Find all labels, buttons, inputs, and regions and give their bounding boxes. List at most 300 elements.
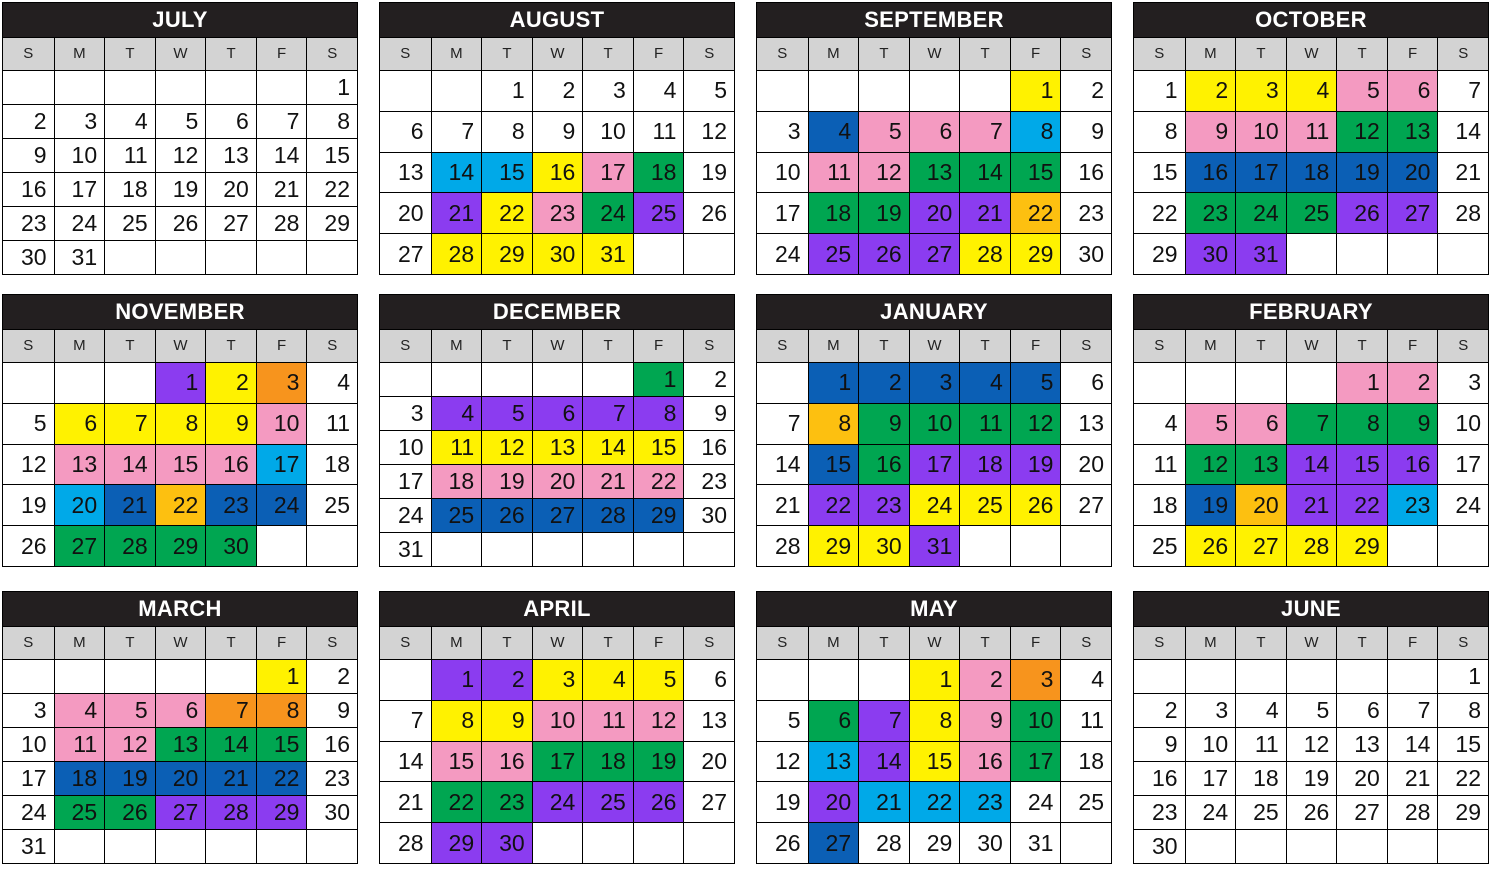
day-cell: 5 (1286, 693, 1337, 727)
day-cell: 14 (582, 430, 633, 464)
weekday-label: W (532, 330, 583, 362)
empty-cell (683, 532, 734, 566)
day-cell: 2 (959, 659, 1010, 700)
day-cell: 15 (1010, 152, 1061, 193)
weekday-label: T (205, 627, 256, 659)
weekday-label: S (1060, 627, 1111, 659)
day-cell: 11 (582, 700, 633, 741)
empty-cell (757, 70, 808, 111)
day-cell: 1 (1437, 659, 1488, 693)
empty-cell (155, 829, 206, 863)
month-may (756, 591, 1112, 864)
weekday-label: W (909, 330, 960, 362)
empty-cell (959, 70, 1010, 111)
day-cell: 13 (808, 741, 859, 782)
empty-cell (1437, 525, 1488, 566)
month-april (379, 591, 735, 864)
day-cell: 10 (1010, 700, 1061, 741)
day-cell: 30 (858, 525, 909, 566)
day-cell: 2 (1134, 693, 1185, 727)
day-cell: 23 (959, 781, 1010, 822)
day-cell: 16 (683, 430, 734, 464)
day-cell: 6 (909, 111, 960, 152)
empty-cell (1235, 829, 1286, 863)
day-cell: 26 (1185, 525, 1236, 566)
day-grid (757, 362, 1111, 566)
weekday-header (380, 329, 734, 362)
day-cell: 10 (1235, 111, 1286, 152)
weekday-label: M (1185, 38, 1236, 70)
weekday-header (757, 626, 1111, 659)
weekday-label: F (633, 627, 684, 659)
day-cell: 26 (104, 795, 155, 829)
day-cell: 11 (431, 430, 482, 464)
day-grid (380, 70, 734, 274)
day-cell: 25 (959, 484, 1010, 525)
weekday-label: S (23, 45, 34, 62)
empty-cell (808, 659, 859, 700)
day-cell: 21 (104, 484, 155, 525)
weekday-label: S (683, 330, 734, 362)
weekday-label: T (104, 38, 155, 70)
empty-cell (431, 70, 482, 111)
day-cell: 12 (633, 700, 684, 741)
empty-cell (104, 362, 155, 403)
day-cell: 9 (205, 403, 256, 444)
day-cell: 27 (1336, 795, 1387, 829)
empty-cell (1185, 829, 1236, 863)
day-cell: 23 (1185, 192, 1236, 233)
weekday-label: M (431, 330, 482, 362)
empty-cell (633, 532, 684, 566)
empty-cell (582, 822, 633, 863)
empty-cell (1336, 233, 1387, 274)
day-cell: 28 (1286, 525, 1337, 566)
day-cell: 5 (1010, 362, 1061, 403)
empty-cell (757, 362, 808, 403)
day-cell: 30 (481, 822, 532, 863)
day-cell: 17 (54, 172, 105, 206)
day-cell: 28 (959, 233, 1010, 274)
weekday-label: T (582, 330, 633, 362)
day-cell: 12 (155, 138, 206, 172)
day-cell: 8 (1336, 403, 1387, 444)
day-cell: 19 (757, 781, 808, 822)
day-cell: 29 (909, 822, 960, 863)
weekday-label: W (909, 627, 960, 659)
weekday-label: F (256, 627, 307, 659)
day-cell: 15 (909, 741, 960, 782)
day-cell: 24 (582, 192, 633, 233)
empty-cell (481, 532, 532, 566)
day-cell: 7 (858, 700, 909, 741)
day-cell: 10 (380, 430, 431, 464)
day-cell: 24 (380, 498, 431, 532)
month-august (379, 2, 735, 275)
day-cell: 9 (306, 693, 357, 727)
day-cell: 20 (1336, 761, 1387, 795)
empty-cell (1010, 525, 1061, 566)
day-cell: 1 (155, 362, 206, 403)
day-cell: 26 (757, 822, 808, 863)
empty-cell (1060, 525, 1111, 566)
day-cell: 17 (909, 444, 960, 485)
day-cell: 22 (256, 761, 307, 795)
day-cell: 1 (1336, 362, 1387, 403)
day-cell: 20 (1235, 484, 1286, 525)
day-cell: 13 (683, 700, 734, 741)
month-title: NOVEMBER (3, 295, 357, 329)
day-cell: 4 (1286, 70, 1337, 111)
day-cell: 24 (1235, 192, 1286, 233)
weekday-label: F (1010, 627, 1061, 659)
day-cell: 14 (757, 444, 808, 485)
empty-cell (1185, 659, 1236, 693)
empty-cell (757, 659, 808, 700)
empty-cell (1286, 829, 1337, 863)
day-grid (380, 659, 734, 863)
day-cell: 19 (683, 152, 734, 193)
empty-cell (54, 659, 105, 693)
day-cell: 9 (1185, 111, 1236, 152)
day-cell: 5 (1185, 403, 1236, 444)
day-cell: 24 (256, 484, 307, 525)
day-cell: 3 (256, 362, 307, 403)
day-cell: 25 (582, 781, 633, 822)
month-title: AUGUST (380, 3, 734, 37)
day-cell: 1 (481, 70, 532, 111)
empty-cell (155, 240, 206, 274)
weekday-label: F (1387, 38, 1438, 70)
day-cell: 30 (205, 525, 256, 566)
day-cell: 25 (1235, 795, 1286, 829)
day-cell: 16 (1134, 761, 1185, 795)
month-july (2, 2, 358, 275)
empty-cell (3, 659, 54, 693)
weekday-label: S (777, 45, 788, 62)
day-cell: 10 (757, 152, 808, 193)
day-cell: 26 (1286, 795, 1337, 829)
empty-cell (380, 362, 431, 396)
day-cell: 30 (3, 240, 54, 274)
day-cell: 25 (1060, 781, 1111, 822)
weekday-header (3, 329, 357, 362)
empty-cell (1387, 829, 1438, 863)
weekday-label: F (256, 38, 307, 70)
day-cell: 9 (1060, 111, 1111, 152)
day-cell: 31 (54, 240, 105, 274)
day-cell: 15 (808, 444, 859, 485)
day-cell: 8 (1134, 111, 1185, 152)
weekday-label: T (1336, 38, 1387, 70)
day-cell: 18 (1235, 761, 1286, 795)
day-cell: 2 (3, 104, 54, 138)
day-cell: 12 (104, 727, 155, 761)
day-cell: 14 (1387, 727, 1438, 761)
day-cell: 5 (683, 70, 734, 111)
weekday-header (757, 329, 1111, 362)
day-cell: 29 (306, 206, 357, 240)
day-cell: 1 (306, 70, 357, 104)
weekday-label: S (400, 634, 411, 651)
weekday-label: T (1336, 627, 1387, 659)
empty-cell (683, 822, 734, 863)
month-title: FEBRUARY (1134, 295, 1488, 329)
day-cell: 16 (3, 172, 54, 206)
day-cell: 16 (1185, 152, 1236, 193)
day-cell: 22 (633, 464, 684, 498)
day-cell: 1 (1134, 70, 1185, 111)
day-cell: 30 (959, 822, 1010, 863)
empty-cell (431, 362, 482, 396)
weekday-label: T (205, 38, 256, 70)
day-cell: 16 (205, 444, 256, 485)
day-cell: 19 (481, 464, 532, 498)
weekday-label: W (1286, 38, 1337, 70)
weekday-label: W (155, 627, 206, 659)
day-cell: 17 (1437, 444, 1488, 485)
day-cell: 2 (532, 70, 583, 111)
day-cell: 29 (431, 822, 482, 863)
day-cell: 9 (1387, 403, 1438, 444)
weekday-label: S (400, 45, 411, 62)
empty-cell (683, 233, 734, 274)
day-cell: 4 (104, 104, 155, 138)
day-cell: 8 (909, 700, 960, 741)
day-cell: 5 (1336, 70, 1387, 111)
day-cell: 13 (54, 444, 105, 485)
weekday-label: W (532, 38, 583, 70)
weekday-label: M (808, 38, 859, 70)
day-cell: 3 (582, 70, 633, 111)
day-cell: 23 (205, 484, 256, 525)
day-cell: 16 (532, 152, 583, 193)
empty-cell (1134, 362, 1185, 403)
weekday-label: S (1154, 45, 1165, 62)
day-cell: 21 (1286, 484, 1337, 525)
day-cell: 7 (380, 700, 431, 741)
day-cell: 8 (256, 693, 307, 727)
day-cell: 25 (104, 206, 155, 240)
day-cell: 23 (306, 761, 357, 795)
day-cell: 27 (532, 498, 583, 532)
empty-cell (306, 829, 357, 863)
day-cell: 17 (582, 152, 633, 193)
day-cell: 4 (808, 111, 859, 152)
day-cell: 19 (155, 172, 206, 206)
day-cell: 11 (1134, 444, 1185, 485)
day-cell: 31 (582, 233, 633, 274)
day-cell: 21 (1387, 761, 1438, 795)
day-grid (1134, 70, 1488, 274)
day-cell: 24 (532, 781, 583, 822)
day-cell: 21 (959, 192, 1010, 233)
day-cell: 21 (1437, 152, 1488, 193)
weekday-label: M (54, 38, 105, 70)
day-cell: 7 (256, 104, 307, 138)
weekday-label: M (1185, 627, 1236, 659)
day-cell: 23 (683, 464, 734, 498)
weekday-label: F (633, 330, 684, 362)
empty-cell (104, 240, 155, 274)
weekday-label: S (23, 634, 34, 651)
day-cell: 29 (1134, 233, 1185, 274)
weekday-label: T (205, 330, 256, 362)
weekday-header (1134, 37, 1488, 70)
weekday-label: S (1437, 38, 1488, 70)
weekday-label: F (1387, 330, 1438, 362)
weekday-label: S (306, 38, 357, 70)
day-cell: 28 (1437, 192, 1488, 233)
day-cell: 18 (808, 192, 859, 233)
day-cell: 22 (909, 781, 960, 822)
weekday-label: M (808, 330, 859, 362)
day-cell: 26 (633, 781, 684, 822)
day-cell: 20 (909, 192, 960, 233)
day-cell: 27 (205, 206, 256, 240)
day-cell: 4 (1060, 659, 1111, 700)
weekday-header (380, 37, 734, 70)
day-cell: 28 (205, 795, 256, 829)
weekday-label: W (532, 627, 583, 659)
day-cell: 16 (306, 727, 357, 761)
day-cell: 10 (1185, 727, 1236, 761)
day-cell: 29 (808, 525, 859, 566)
day-grid (3, 659, 357, 863)
day-cell: 21 (431, 192, 482, 233)
day-cell: 26 (683, 192, 734, 233)
day-cell: 10 (532, 700, 583, 741)
day-cell: 16 (858, 444, 909, 485)
empty-cell (532, 822, 583, 863)
day-cell: 27 (380, 233, 431, 274)
day-cell: 2 (306, 659, 357, 693)
day-cell: 15 (1437, 727, 1488, 761)
weekday-label: S (777, 337, 788, 354)
weekday-label: S (683, 627, 734, 659)
empty-cell (104, 829, 155, 863)
weekday-header (1134, 626, 1488, 659)
day-cell: 29 (1336, 525, 1387, 566)
day-cell: 8 (155, 403, 206, 444)
empty-cell (306, 525, 357, 566)
day-cell: 21 (858, 781, 909, 822)
day-cell: 9 (959, 700, 1010, 741)
weekday-label: W (1286, 330, 1337, 362)
day-cell: 15 (256, 727, 307, 761)
day-cell: 1 (808, 362, 859, 403)
weekday-label: S (1437, 627, 1488, 659)
month-title: DECEMBER (380, 295, 734, 329)
day-cell: 2 (1060, 70, 1111, 111)
day-cell: 3 (909, 362, 960, 403)
day-cell: 21 (256, 172, 307, 206)
day-cell: 9 (683, 396, 734, 430)
day-cell: 30 (1060, 233, 1111, 274)
day-cell: 18 (633, 152, 684, 193)
day-grid (3, 70, 357, 274)
day-cell: 23 (532, 192, 583, 233)
day-cell: 3 (532, 659, 583, 700)
day-cell: 9 (1134, 727, 1185, 761)
day-cell: 27 (1235, 525, 1286, 566)
weekday-label: T (959, 627, 1010, 659)
empty-cell (1437, 233, 1488, 274)
empty-cell (1437, 829, 1488, 863)
day-cell: 4 (959, 362, 1010, 403)
weekday-label: S (1154, 337, 1165, 354)
day-cell: 17 (1010, 741, 1061, 782)
empty-cell (582, 362, 633, 396)
day-cell: 16 (481, 741, 532, 782)
day-cell: 13 (205, 138, 256, 172)
day-cell: 24 (3, 795, 54, 829)
day-cell: 1 (431, 659, 482, 700)
day-cell: 28 (1387, 795, 1438, 829)
day-cell: 24 (54, 206, 105, 240)
day-cell: 10 (582, 111, 633, 152)
day-cell: 18 (306, 444, 357, 485)
day-cell: 27 (683, 781, 734, 822)
day-cell: 19 (1010, 444, 1061, 485)
day-cell: 4 (431, 396, 482, 430)
day-cell: 28 (858, 822, 909, 863)
day-cell: 31 (1235, 233, 1286, 274)
day-cell: 12 (1185, 444, 1236, 485)
day-cell: 7 (1286, 403, 1337, 444)
empty-cell (380, 70, 431, 111)
day-cell: 18 (1286, 152, 1337, 193)
day-cell: 10 (909, 403, 960, 444)
day-cell: 29 (1437, 795, 1488, 829)
empty-cell (54, 70, 105, 104)
day-cell: 28 (757, 525, 808, 566)
day-cell: 8 (1437, 693, 1488, 727)
weekday-label: T (858, 38, 909, 70)
day-cell: 27 (909, 233, 960, 274)
month-title: MAY (757, 592, 1111, 626)
day-cell: 2 (1185, 70, 1236, 111)
day-cell: 23 (1060, 192, 1111, 233)
day-cell: 18 (431, 464, 482, 498)
weekday-label: W (155, 330, 206, 362)
day-cell: 19 (633, 741, 684, 782)
empty-cell (808, 70, 859, 111)
day-grid (3, 362, 357, 566)
empty-cell (3, 362, 54, 403)
day-cell: 7 (582, 396, 633, 430)
empty-cell (54, 362, 105, 403)
day-cell: 8 (633, 396, 684, 430)
empty-cell (205, 70, 256, 104)
day-cell: 20 (155, 761, 206, 795)
day-grid (757, 659, 1111, 863)
weekday-label: T (1336, 330, 1387, 362)
day-cell: 11 (633, 111, 684, 152)
day-cell: 13 (155, 727, 206, 761)
day-cell: 21 (205, 761, 256, 795)
empty-cell (1235, 362, 1286, 403)
empty-cell (1387, 525, 1438, 566)
day-cell: 27 (54, 525, 105, 566)
weekday-label: S (1060, 330, 1111, 362)
day-cell: 14 (256, 138, 307, 172)
day-cell: 17 (1185, 761, 1236, 795)
empty-cell (3, 70, 54, 104)
day-cell: 12 (1286, 727, 1337, 761)
weekday-label: T (104, 330, 155, 362)
day-cell: 29 (633, 498, 684, 532)
